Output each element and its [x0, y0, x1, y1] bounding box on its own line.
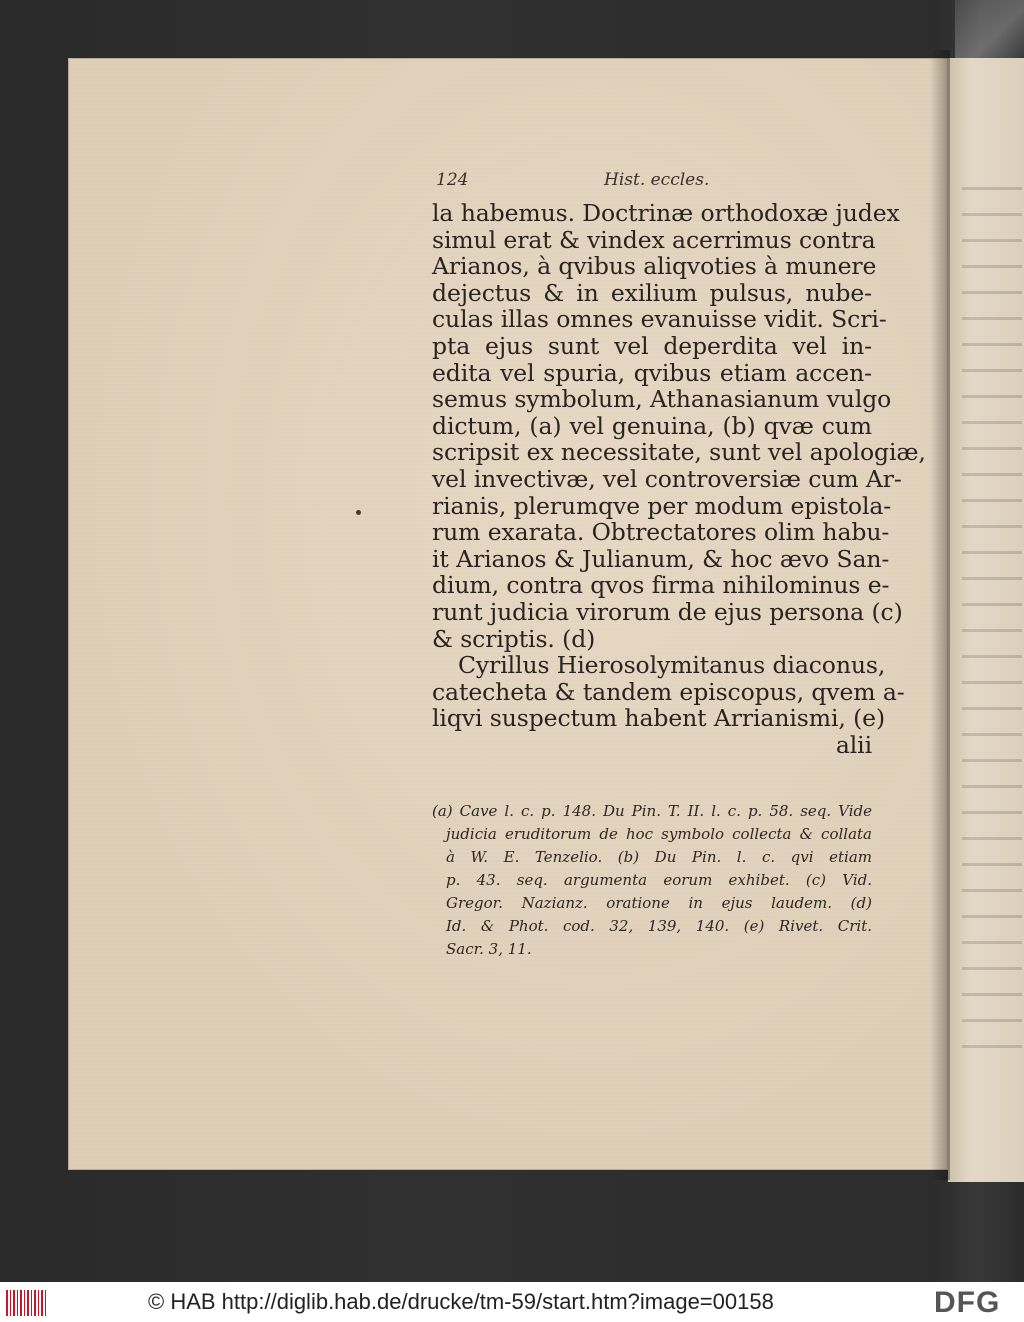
body-line: dium, contra qvos firma nihilominus e- — [432, 571, 890, 600]
footnotes — [432, 800, 872, 961]
body-line: la habemus. Doctrinæ orthodoxæ judex — [432, 199, 900, 227]
body-text — [432, 199, 926, 759]
body-line: vel invectivæ, vel controversiæ cum Ar- — [432, 464, 902, 493]
body-line: dejectus & in exilium pulsus, nube- — [432, 278, 872, 307]
body-line: semus symbolum, Athanasianum vulgo — [432, 385, 892, 414]
copyright-link[interactable]: © HAB http://diglib.hab.de/drucke/tm-59/start.htm?image=00158 — [148, 1289, 774, 1314]
footnote-line: Gregor. Nazianz. oratione in ejus laudem. (d) — [446, 894, 872, 912]
body-line: edita vel spuria, qvibus etiam accen- — [432, 358, 872, 387]
body-line: Arianos, à qvibus aliqvoties à munere — [432, 252, 877, 281]
catchword: alii — [835, 730, 872, 759]
body-line: scripsit ex necessitate, sunt vel apologiæ, — [432, 438, 926, 467]
body-line: catecheta & tandem episcopus, qvem a- — [432, 677, 905, 706]
footnote-line: Id. & Phot. cod. 32, 139, 140. (e) Rivet. Crit. — [446, 917, 872, 935]
body-line: liqvi suspectum habent Arrianismi, (e) — [432, 704, 886, 733]
glass-reflection — [935, 0, 1024, 1282]
body-line: it Arianos & Julianum, & hoc ævo San- — [432, 544, 890, 573]
page-header — [432, 170, 872, 198]
body-line: simul erat & vindex acerrimus contra — [432, 225, 876, 254]
body-line: runt judicia virorum de ejus persona (c) — [432, 597, 903, 626]
book-page — [68, 58, 948, 1170]
footnote-line: (a) Cave l. c. p. 148. Du Pin. T. II. l. c. p. 58. seq. Vide — [432, 802, 872, 820]
body-line: rum exarata. Obtrectatores olim habu- — [432, 518, 890, 547]
ink-spot — [356, 510, 361, 515]
running-head: Hist. eccles. — [604, 170, 710, 190]
body-line: dictum, (a) vel genuina, (b) qvæ cum — [432, 411, 872, 440]
footnote-line: judicia eruditorum de hoc symbolo collecta & collata — [446, 825, 872, 843]
page-number: 124 — [436, 170, 469, 190]
body-line: Cyrillus Hierosolymitanus diaconus, — [458, 651, 886, 680]
body-line: culas illas omnes evanuisse vidit. Scri- — [432, 305, 887, 334]
footnote-line: p. 43. seq. argumenta eorum exhibet. (c) Vid. — [446, 871, 872, 889]
dfg-logo: DFG — [934, 1286, 1001, 1319]
footnote-line: Sacr. 3, 11. — [446, 940, 532, 958]
body-line: pta ejus sunt vel deperdita vel in- — [432, 331, 872, 360]
body-line: rianis, plerumqve per modum epistola- — [432, 491, 892, 520]
barcode-icon — [6, 1290, 48, 1316]
footer-bar — [0, 1282, 1024, 1322]
footnote-line: à W. E. Tenzelio. (b) Du Pin. l. c. qvi etiam — [446, 848, 872, 866]
body-line: & scriptis. (d) — [432, 624, 596, 653]
